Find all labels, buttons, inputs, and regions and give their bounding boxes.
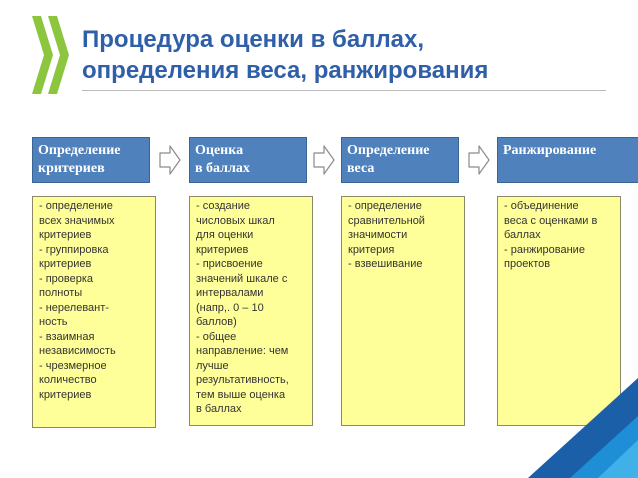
step-2-desc-line: числовых шкал: [196, 214, 275, 227]
step-1-description: [32, 196, 156, 428]
step-4-desc-line: веса с оценками в: [504, 214, 598, 227]
step-2-desc-line: значений шкале с: [196, 272, 288, 285]
step-3-description: [341, 196, 465, 426]
step-1-header-line-1: Определение: [38, 143, 121, 158]
step-1-desc-line: - взаимная: [39, 330, 95, 343]
title-line-2: определения веса, ранжирования: [82, 57, 489, 84]
flow-arrow-3-icon: [468, 144, 490, 176]
step-3-header-line-1: Определение: [347, 143, 430, 158]
corner-decoration-icon: [528, 378, 638, 478]
step-3-desc-line: значимости: [348, 229, 408, 241]
step-4-desc-line: - ранжирование: [504, 243, 585, 256]
step-1-desc-line: - определение: [39, 200, 113, 212]
step-2-desc-line: тем выше оценка: [196, 388, 286, 401]
title-divider: [82, 90, 606, 91]
oecd-logo-icon: [32, 16, 70, 94]
step-2-header: [189, 137, 307, 183]
step-2-desc-line: - присвоение: [196, 258, 263, 270]
step-1-desc-line: - проверка: [39, 272, 94, 285]
step-1-desc-line: критериев: [39, 229, 92, 241]
step-1-desc-line: количество: [39, 374, 97, 386]
page-title: [82, 24, 622, 86]
step-2-desc-line: - общее: [196, 330, 237, 343]
step-1-desc-line: полноты: [39, 287, 83, 299]
step-1-desc-line: независимость: [39, 345, 116, 357]
step-2-header-line-1: Оценка: [195, 143, 244, 158]
step-1-header: [32, 137, 150, 183]
step-3-desc-line: - определение: [348, 200, 422, 212]
step-3-header: [341, 137, 459, 183]
step-2-desc-line: лучше: [196, 359, 229, 372]
step-2-description: [189, 196, 313, 426]
step-2-desc-line: результативность,: [196, 374, 289, 386]
step-2-desc-line: направление: чем: [196, 345, 289, 357]
step-1-desc-line: - чрезмерное: [39, 359, 107, 372]
step-3-desc-line: критерия: [348, 243, 395, 256]
step-1-desc-line: ность: [39, 316, 68, 328]
step-2-desc-line: баллов): [196, 316, 237, 328]
step-2-header-line-2: в баллах: [195, 161, 250, 176]
step-1-desc-line: критериев: [39, 388, 92, 401]
step-2-desc-line: интервалами: [196, 287, 264, 299]
step-1-header-line-2: критериев: [38, 161, 105, 176]
step-2-desc-line: для оценки: [196, 229, 254, 241]
step-3-desc-line: сравнительной: [348, 214, 425, 227]
step-1-desc-line: всех значимых: [39, 214, 115, 227]
step-4-header: [497, 137, 638, 183]
step-4-desc-line: проектов: [504, 258, 551, 270]
step-4-desc-line: баллах: [504, 229, 541, 241]
step-2-desc-line: в баллах: [196, 403, 242, 415]
step-4-header-line-1: Ранжирование: [503, 143, 597, 158]
step-3-desc-line: - взвешивание: [348, 258, 423, 270]
step-3-header-line-2: веса: [347, 161, 375, 176]
step-2-desc-line: - создание: [196, 200, 251, 212]
step-4-desc-line: - объединение: [504, 200, 579, 212]
step-1-desc-line: критериев: [39, 258, 92, 270]
flow-arrow-2-icon: [313, 144, 335, 176]
flow-arrow-1-icon: [159, 144, 181, 176]
step-1-desc-line: - группировка: [39, 243, 109, 256]
step-2-desc-line: (напр,. 0 – 10: [196, 301, 264, 314]
step-1-desc-line: - нерелевант-: [39, 301, 109, 314]
title-line-1: Процедура оценки в баллах,: [82, 26, 425, 53]
step-2-desc-line: критериев: [196, 243, 249, 256]
